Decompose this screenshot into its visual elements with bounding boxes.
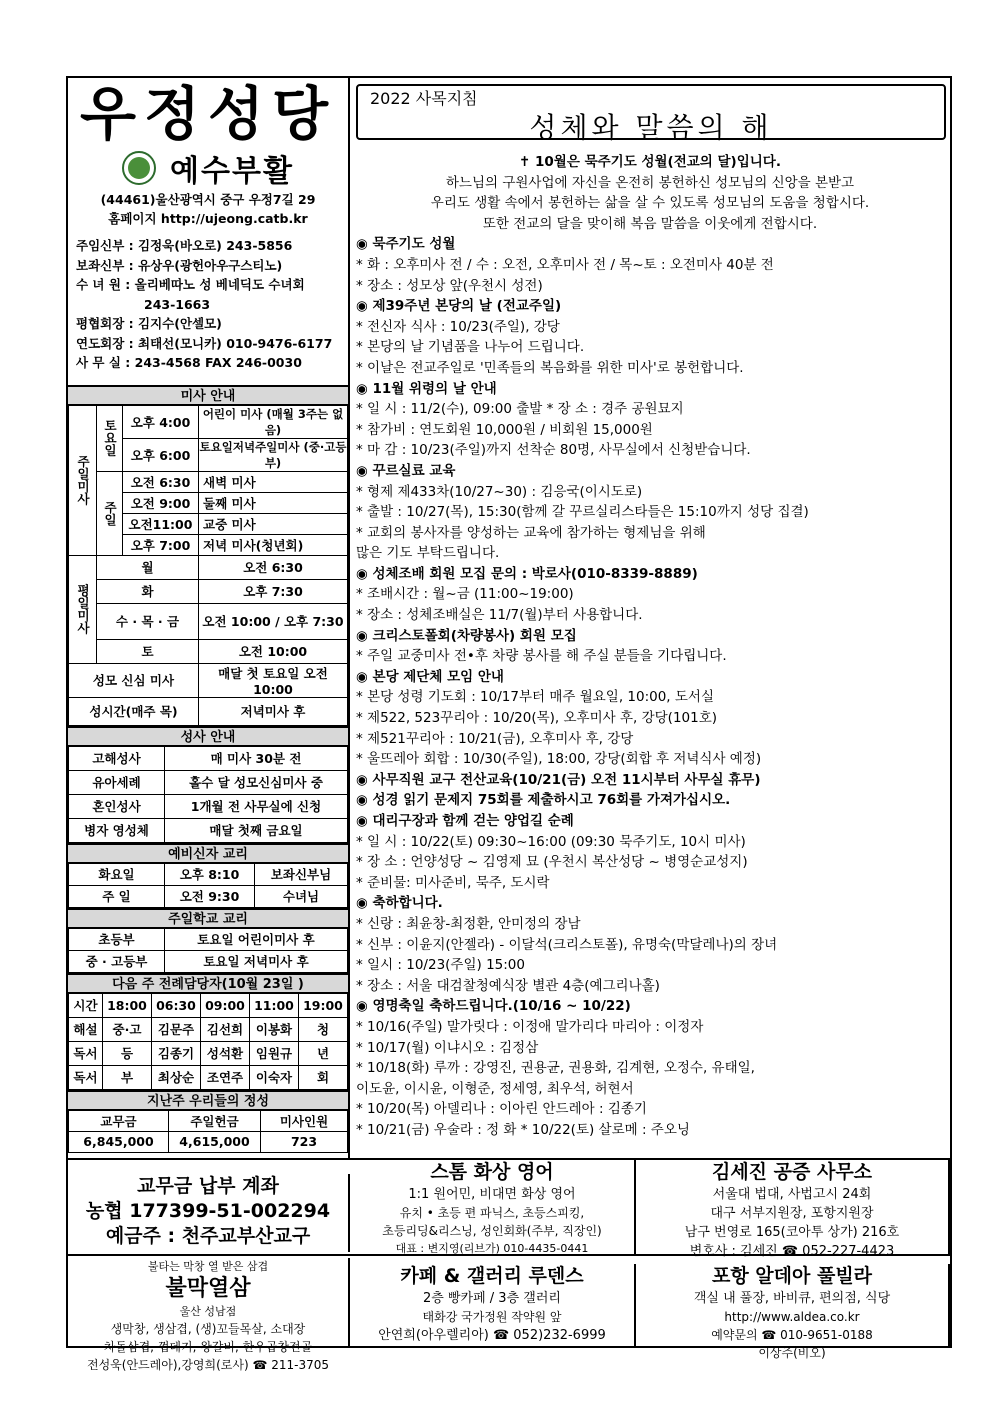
ad-line: 카페 & 갤러리 루덴스 <box>400 1265 584 1287</box>
table-cell: 어린이 미사 (매월 3주는 없음) <box>199 405 348 438</box>
catechism-heading: 예비신자 교리 <box>68 843 348 863</box>
table-cell: 오전 10:00 / 오후 7:30 <box>199 603 348 639</box>
ad-line: 이상주(비오) <box>758 1346 826 1360</box>
table-row <box>69 603 348 639</box>
table-cell: 오전11:00 <box>123 513 199 534</box>
notice-line: * 이날은 전교주일로 '민족들의 복음화를 위한 미사'로 봉헌합니다. <box>356 359 744 376</box>
table-cell: 주일헌금 <box>169 1110 261 1131</box>
notice-line: 이도윤, 이시윤, 이형준, 정세영, 최우석, 허현서 <box>356 1080 634 1097</box>
table-cell: 11:00 <box>250 993 299 1017</box>
ad-line: 대구 서부지원장, 포항지원장 <box>710 1206 874 1221</box>
notice-line: 우리도 생활 속에서 봉헌하는 삶을 살 수 있도록 성모님의 도움을 청합시다. <box>430 195 870 212</box>
table-cell: 혼인성사 <box>69 794 165 818</box>
notice-heading: ◉ 본당 제단체 모임 안내 <box>356 668 504 685</box>
table-cell: 오후 8:10 <box>165 863 255 885</box>
table-cell: 토요일저녁주일미사 (중·고등부) <box>199 439 347 470</box>
notices <box>350 152 950 1141</box>
parish-title: 우정성당 <box>79 80 337 148</box>
parish-logo-icon <box>122 151 156 185</box>
table-cell: 18:00 <box>103 993 152 1017</box>
table-cell: 중·고 <box>103 1017 152 1041</box>
table-cell: 화요일 <box>69 863 165 885</box>
notice-line: * 신부 : 이윤지(안젤라) - 이달석(크리스토폴), 유명숙(막달레나)의 장녀 <box>356 936 778 953</box>
ad-line: 서울대 법대, 사법고시 24회 <box>712 1187 872 1202</box>
ad-account <box>68 1174 350 1252</box>
staff-line: 연도회장 : 최태선(모니카) 010-9476-6177 <box>76 335 333 351</box>
offering-heading: 지난주 우리들의 정성 <box>68 1090 348 1110</box>
ad-restaurant <box>68 1258 350 1372</box>
table-row <box>69 818 348 842</box>
ad-line: 불막열삼 <box>165 1276 251 1301</box>
table-row <box>69 1065 348 1089</box>
table-cell: 성석환 <box>201 1041 250 1065</box>
table-cell: 청 <box>299 1017 348 1041</box>
ad-line: 생막창, 생삼겹, (생)꼬들목살, 소대장 <box>110 1322 306 1336</box>
ad-line: 유치 • 초등 편 파닉스, 초등스피킹, <box>399 1206 585 1220</box>
table-cell: 년 <box>299 1041 348 1065</box>
table-row <box>69 471 348 492</box>
table-cell: 주 일 <box>69 885 165 907</box>
table-cell: 화 <box>97 579 199 603</box>
notice-line: * 10/20(목) 아델리나 : 이아린 안드레아 : 김종기 <box>356 1101 647 1118</box>
table-cell: 새벽 미사 <box>199 471 348 492</box>
catechism-table <box>68 863 348 908</box>
bulletin-frame <box>66 76 952 1372</box>
table-cell: 6,845,000 <box>69 1131 169 1152</box>
table-cell: 평일미사 <box>69 555 97 663</box>
table-row <box>69 405 348 438</box>
staff-line: 243-1663 <box>144 296 211 312</box>
ad-line: 예약문의 ☎ 010-9651-0188 <box>711 1328 873 1342</box>
notice-line: * 주일 교중미사 전•후 차량 봉사를 해 주실 분들을 기다립니다. <box>356 648 727 665</box>
ad-line: 예금주 : 천주교부산교구 <box>105 1225 311 1247</box>
pastoral-box <box>356 84 946 144</box>
table-cell: 김선희 <box>201 1017 250 1041</box>
ad-line: 포항 알데아 풀빌라 <box>711 1265 873 1287</box>
table-row <box>69 555 348 579</box>
ads-area <box>68 1158 950 1372</box>
offering-table <box>68 1110 348 1153</box>
table-cell: 중 · 고등부 <box>69 950 165 972</box>
notice-line: * 출발 : 10/27(목), 15:30(함께 갈 꾸르실리스타들은 15:10까지 성당 집결) <box>356 504 809 521</box>
table-row <box>69 639 348 663</box>
mass-table <box>68 405 348 726</box>
table-cell: 홀수 달 성모신심미사 중 <box>165 770 348 794</box>
table-row <box>69 1041 348 1065</box>
notice-heading: ◉ 대리구장과 함께 걷는 양업길 순례 <box>356 813 574 829</box>
notice-line: * 제522, 523꾸리아 : 10/20(목), 오후미사 후, 강당(101호) <box>356 710 718 727</box>
table-cell: 오후 7:30 <box>199 579 348 603</box>
address: (44461)울산광역시 중구 우정7길 29 <box>100 192 316 207</box>
notice-heading: ✝ 10월은 묵주기도 성월(전교의 달)입니다. <box>519 154 781 170</box>
table-row <box>69 1017 348 1041</box>
roster-heading: 다음 주 전례담당자(10월 23일 ) <box>68 973 348 993</box>
ad-line: 초등리딩&리스닝, 성인회화(주부, 직장인) <box>382 1224 602 1238</box>
table-row <box>69 863 348 885</box>
table-cell: 김문주 <box>152 1017 201 1041</box>
table-cell: 수 · 목 · 금 <box>97 603 199 639</box>
notice-line: * 울뜨레아 회합 : 10/30(주일), 18:00, 강당(회합 후 저녁식사 예정) <box>356 751 762 768</box>
notice-line: * 전신자 식사 : 10/23(주일), 강당 <box>356 318 560 335</box>
table-cell: 매달 첫째 금요일 <box>165 818 348 842</box>
notice-heading: ◉ 축하합니다. <box>356 895 443 912</box>
notice-line: * 장소 : 성체조배실은 11/7(월)부터 사용합니다. <box>356 607 643 624</box>
staff-line: 사 무 실 : 243-4568 FAX 246-0030 <box>76 355 302 370</box>
ad-line: 대표 : 변지영(리브가) 010-4435-0441 <box>395 1242 589 1255</box>
ad-line: 전성욱(안드레아),강영희(로사) ☎ 211-3705 <box>87 1358 329 1372</box>
notice-line: * 일 시 : 10/22(토) 09:30~16:00 (09:30 묵주기도, 10시 미사) <box>356 833 746 850</box>
table-cell: 토요일 <box>97 405 123 471</box>
table-row <box>69 794 348 818</box>
table-cell: 1개월 전 사무실에 신청 <box>165 794 348 818</box>
ad-pool-villa <box>636 1264 950 1360</box>
table-cell: 토요일 저녁미사 후 <box>165 950 348 972</box>
ad-cafe <box>350 1264 636 1348</box>
table-cell: 고해성사 <box>69 746 165 770</box>
table-cell: 주일미사 <box>69 405 97 555</box>
table-cell: 유아세례 <box>69 770 165 794</box>
notice-line: * 형제 제433차(10/27~30) : 김응국(이시도로) <box>356 483 643 500</box>
notice-line: * 본당의 날 기념품을 나누어 드립니다. <box>356 339 585 356</box>
notice-line: * 준비물: 미사준비, 묵주, 도시락 <box>356 874 550 891</box>
staff-line: 주임신부 : 김정욱(바오로) 243-5856 <box>76 238 293 253</box>
staff-line: 보좌신부 : 유상우(광헌아우구스티노) <box>76 257 283 273</box>
staff-list <box>68 236 348 373</box>
staff-line: 평협회장 : 김지수(안셀모) <box>76 316 222 331</box>
table-cell: 09:00 <box>201 993 250 1017</box>
ad-line: 김세진 공증 사무소 <box>711 1161 873 1183</box>
notice-heading: ◉ 꾸르실료 교육 <box>356 462 456 479</box>
notice-line: 또한 전교의 달을 맞이해 복음 말씀을 이웃에게 전합시다. <box>482 215 818 232</box>
subtitle-row <box>68 146 348 190</box>
table-cell: 오전 10:00 <box>199 639 348 663</box>
table-cell: 월 <box>97 555 199 579</box>
table-row <box>69 579 348 603</box>
notice-line: 하느님의 구원사업에 자신을 온전히 봉헌하신 성모님의 신앙을 본받고 <box>445 174 855 191</box>
table-cell: 오전 9:00 <box>123 492 199 513</box>
notice-heading: ◉ 사무직원 교구 전산교육(10/21(금) 오전 11시부터 사무실 휴무) <box>356 771 761 788</box>
ad-line: 차돌삼겹, 껍데기, 왕갈비, 한우곱창전골 <box>103 1340 313 1354</box>
notice-line: * 10/16(주일) 말가릿다 : 이정애 말가리다 마리아 : 이정자 <box>356 1018 704 1035</box>
table-cell: 성시간(매주 목) <box>69 697 199 725</box>
notice-line: * 10/18(화) 루까 : 강영진, 권용균, 권용화, 김계현, 오정수, 유태일, <box>356 1060 755 1077</box>
school-table <box>68 928 348 973</box>
pastoral-theme: 성체와 말씀의 해 <box>529 111 773 144</box>
table-cell: 부 <box>103 1065 152 1089</box>
table-cell: 주일 <box>97 471 123 555</box>
table-cell: 토요일 어린이미사 후 <box>165 928 348 950</box>
table-row <box>69 697 348 725</box>
mass-heading: 미사 안내 <box>68 385 348 405</box>
table-cell: 이봉화 <box>250 1017 299 1041</box>
notice-heading: ◉ 성경 읽기 문제지 75회를 제출하시고 76회를 가져가십시오. <box>356 792 731 809</box>
table-row <box>69 885 348 907</box>
table-row <box>69 1131 348 1152</box>
notice-line: * 일 시 : 11/2(수), 09:00 출발 * 장 소 : 경주 공원묘지 <box>356 401 684 418</box>
ad-english <box>350 1160 636 1254</box>
ad-line: 객실 내 풀장, 바비큐, 편의점, 식당 <box>693 1291 891 1306</box>
table-cell: 매 미사 30분 전 <box>165 746 348 770</box>
table-cell: 시간 <box>69 993 103 1017</box>
table-cell: 오전 9:30 <box>165 885 255 907</box>
table-cell: 오전 6:30 <box>199 555 348 579</box>
ad-line: 스톰 화상 영어 <box>430 1161 554 1183</box>
table-row <box>69 993 348 1017</box>
ad-line: 변호사 : 김세진 ☎ 052-227-4423 <box>689 1244 895 1259</box>
table-cell: 해설 <box>69 1017 103 1041</box>
table-cell: 독서 <box>69 1065 103 1089</box>
notice-heading: ◉ 묵주기도 성월 <box>356 236 456 253</box>
pastoral-year: 2022 사목지침 <box>370 89 478 108</box>
notice-line: * 제521꾸리아 : 10/21(금), 오후미사 후, 강당 <box>356 730 634 747</box>
notice-line: * 장소 : 성모상 앞(우천시 성전) <box>356 277 543 294</box>
table-cell: 매달 첫 토요일 오전 10:00 <box>199 663 348 697</box>
notice-line: * 조배시간 : 월~금 (11:00~19:00) <box>356 586 574 603</box>
notice-line: * 화 : 오후미사 전 / 수 : 오전, 오후미사 전 / 목~토 : 오전미사 40분 전 <box>356 256 774 273</box>
table-cell: 교중 미사 <box>199 513 348 534</box>
notice-line: * 교회의 봉사자를 양성하는 교육에 참가하는 형제님을 위해 <box>356 524 706 541</box>
ad-line: 안연희(아우렐리아) ☎ 052)232-6999 <box>378 1328 606 1343</box>
table-cell: 오후 4:00 <box>123 405 199 438</box>
notice-heading: ◉ 크리스토폴회(차량봉사) 회원 모집 <box>356 627 577 644</box>
table-cell: 723 <box>261 1131 348 1152</box>
notice-line: * 10/17(월) 이냐시오 : 김정삼 <box>356 1039 539 1056</box>
table-cell: 수녀님 <box>255 885 348 907</box>
table-cell: 등 <box>103 1041 152 1065</box>
table-cell: 최상순 <box>152 1065 201 1089</box>
table-row <box>69 770 348 794</box>
notice-heading: ◉ 성체조배 회원 모집 문의 : 박로사(010-8339-8889) <box>356 565 698 582</box>
table-row <box>69 1110 348 1131</box>
table-cell: 19:00 <box>299 993 348 1017</box>
table-cell: 교무금 <box>69 1110 169 1131</box>
sacrament-table <box>68 746 348 843</box>
table-cell: 저녁 미사(청년회) <box>199 534 348 555</box>
table-cell: 06:30 <box>152 993 201 1017</box>
table-cell: 보좌신부님 <box>255 863 348 885</box>
notice-line: * 참가비 : 연도회원 10,000원 / 비회원 15,000원 <box>356 421 653 438</box>
table-row <box>69 950 348 972</box>
notice-heading: ◉ 영명축일 축하드립니다.(10/16 ~ 10/22) <box>356 998 631 1015</box>
table-cell: 오후 7:00 <box>123 534 199 555</box>
notice-line: 많은 기도 부탁드립니다. <box>356 545 500 562</box>
ad-notary <box>636 1160 950 1259</box>
notice-line: * 일시 : 10/23(주일) 15:00 <box>356 957 525 974</box>
table-cell: 성모 신심 미사 <box>69 663 199 697</box>
school-heading: 주일학교 교리 <box>68 908 348 928</box>
table-cell: 저녁미사 후 <box>199 697 348 725</box>
ad-line: 농협 177399-51-002294 <box>85 1200 331 1222</box>
ad-line: 울산 성남점 <box>179 1305 237 1318</box>
table-cell: 조연주 <box>201 1065 250 1089</box>
table-row <box>69 746 348 770</box>
table-cell: 이숙자 <box>250 1065 299 1089</box>
right-column <box>350 78 950 1158</box>
ad-line: http://www.aldea.co.kr <box>724 1310 860 1324</box>
left-column <box>68 78 350 1158</box>
table-cell: 4,615,000 <box>169 1131 261 1152</box>
table-cell: 미사인원 <box>261 1110 348 1131</box>
ads-divider <box>68 1254 950 1256</box>
notice-line: * 신랑 : 최윤창-최정환, 안미정의 장남 <box>356 915 581 932</box>
homepage-link[interactable]: 홈페이지 http://ujeong.catb.kr <box>108 211 308 226</box>
notice-line: * 장소 : 서울 대검찰청예식장 별관 4층(예그리나홀) <box>356 977 660 994</box>
ad-line: 불타는 막창 열 받은 삼겹 <box>147 1260 269 1273</box>
table-cell: 병자 영성체 <box>69 818 165 842</box>
table-row <box>69 928 348 950</box>
table-cell: 오후 6:00 <box>123 438 199 471</box>
notice-line: * 10/21(금) 우술라 : 정 화 * 10/22(토) 살로메 : 주오닝 <box>356 1121 690 1138</box>
ad-line: 교무금 납부 계좌 <box>137 1175 279 1197</box>
notice-line: * 장 소 : 언양성당 ~ 김영제 묘 (우천시 복산성당 ~ 병영순교성지) <box>356 854 748 871</box>
staff-line: 수 녀 원 : 올리베따노 성 베네딕도 수녀회 <box>76 277 305 292</box>
table-cell: 오전 6:30 <box>123 471 199 492</box>
table-cell: 초등부 <box>69 928 165 950</box>
table-cell: 토 <box>97 639 199 663</box>
table-cell: 둘째 미사 <box>199 492 348 513</box>
ad-line: 1:1 원어민, 비대면 화상 영어 <box>408 1187 576 1202</box>
sacrament-heading: 성사 안내 <box>68 726 348 746</box>
notice-line: * 마 감 : 10/23(주일)까지 선착순 80명, 사무실에서 신청받습니다. <box>356 442 751 459</box>
ad-line: 태화강 국가정원 작약원 앞 <box>422 1310 562 1324</box>
table-row <box>69 663 348 697</box>
table-cell: 김종기 <box>152 1041 201 1065</box>
table-cell: 임원규 <box>250 1041 299 1065</box>
notice-line: * 본당 성령 기도회 : 10/17부터 매주 월요일, 10:00, 도서실 <box>356 689 715 706</box>
table-cell: 독서 <box>69 1041 103 1065</box>
table-cell: 회 <box>299 1065 348 1089</box>
subtitle: 예수부활 <box>170 154 294 189</box>
ad-line: 2층 빵카페 / 3층 갤러리 <box>423 1291 561 1306</box>
notice-heading: ◉ 제39주년 본당의 날 (전교주일) <box>356 298 562 315</box>
notice-heading: ◉ 11월 위령의 날 안내 <box>356 380 497 397</box>
ad-line: 남구 번영로 165(코아투 상가) 216호 <box>684 1225 900 1240</box>
roster-table <box>68 993 348 1090</box>
